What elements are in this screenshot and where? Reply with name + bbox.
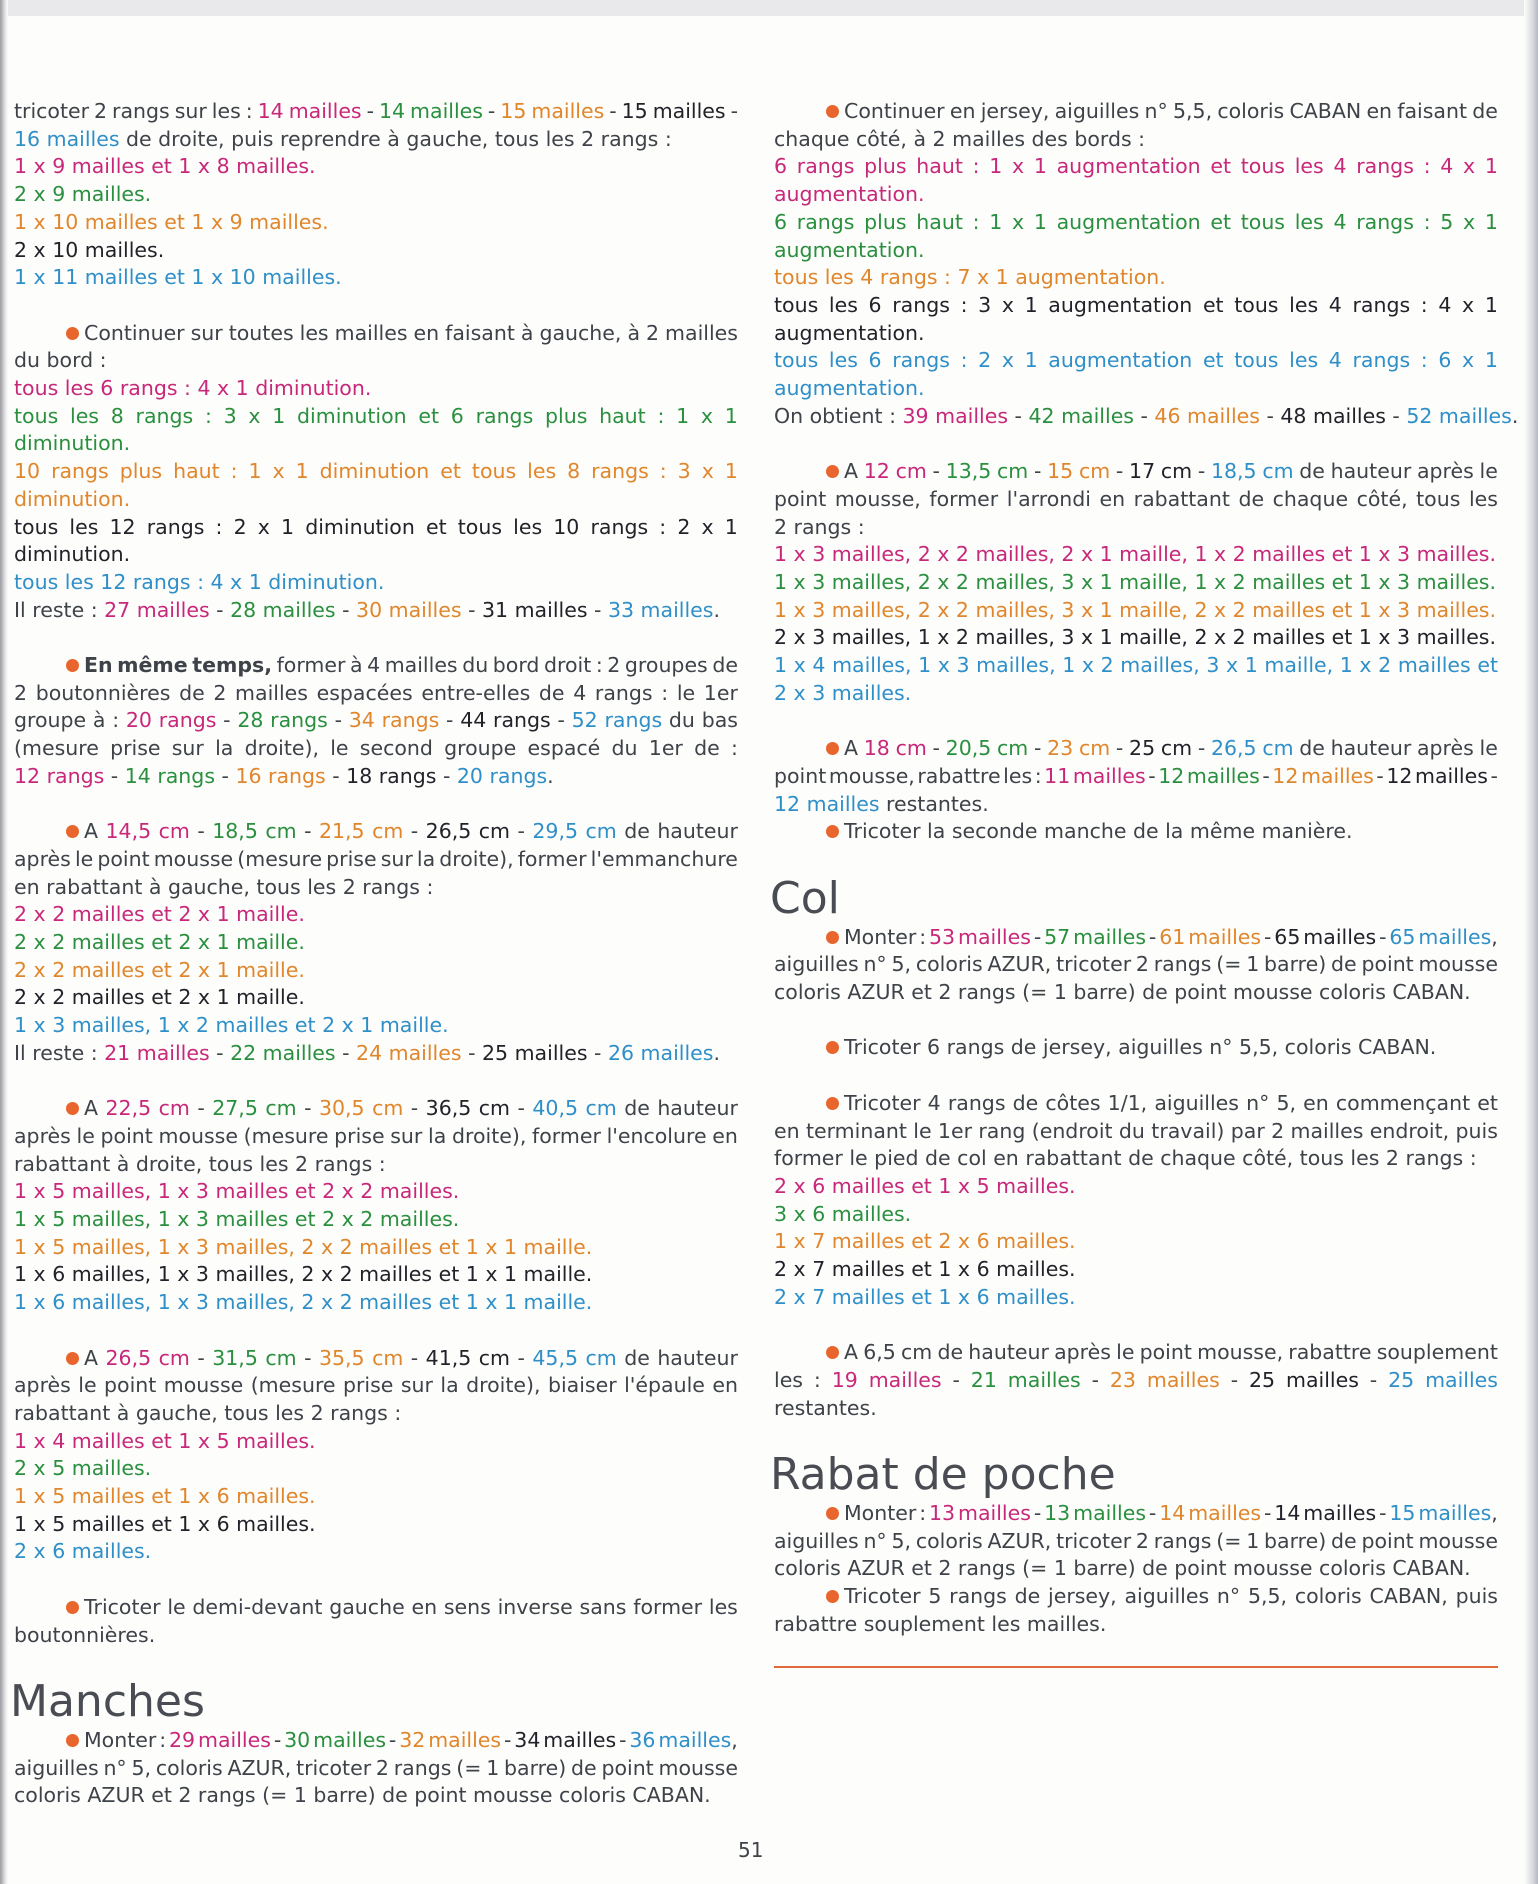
text-line: point mousse, rabattre les : 11 mailles - 12 mailles - 12 mailles - 12 mailles - xyxy=(774,763,1498,788)
instruction-paragraph xyxy=(14,1345,738,1567)
instruction-text: - xyxy=(335,1040,357,1065)
text-line: En même temps, former à 4 mailles du bord droit : 2 groupes de xyxy=(14,652,738,680)
instruction-paragraph xyxy=(774,1034,1498,1062)
text-line xyxy=(14,541,738,569)
text-line: aiguilles n° 5, coloris AZUR, tricoter 2 rangs (= 1 barre) de point mousse xyxy=(774,1528,1498,1553)
text-line xyxy=(14,1012,738,1040)
text-line xyxy=(14,430,738,458)
size-value: 1 x 5 mailles, 1 x 3 mailles, 2 x 2 mailles et 1 x 1 maille. xyxy=(14,1234,593,1259)
size-value: 1 x 3 mailles, 2 x 2 mailles, 2 x 1 maille, 1 x 2 mailles et 1 x 3 mailles. xyxy=(774,542,1497,567)
instruction-text: Tricoter la seconde manche de la même manière. xyxy=(844,819,1353,844)
size-value: augmentation. xyxy=(774,376,925,401)
size-value: 1 x 3 mailles, 2 x 2 mailles, 3 x 1 maille, 2 x 2 mailles et 1 x 3 mailles. xyxy=(774,597,1497,622)
text-line xyxy=(774,237,1498,265)
instruction-text: - xyxy=(209,1040,231,1065)
instruction-text: rabattre souplement les mailles. xyxy=(774,1611,1107,1636)
size-value: 16 rangs xyxy=(235,763,326,788)
size-value: 39 mailles xyxy=(902,403,1009,428)
text-line: 6 rangs plus haut : 1 x 1 augmentation et tous les 4 rangs : 5 x 1 xyxy=(774,209,1498,234)
text-line: Tricoter 4 rangs de côtes 1/1, aiguilles n° 5, en commençant et xyxy=(774,1090,1498,1118)
text-line xyxy=(774,1256,1498,1284)
size-value: 1 x 4 mailles et 1 x 5 mailles. xyxy=(14,1428,316,1453)
text-line xyxy=(14,347,738,375)
text-line xyxy=(14,375,738,403)
size-value: tous les 4 rangs : 7 x 1 augmentation. xyxy=(774,265,1166,290)
size-value: 1 x 5 mailles, 1 x 3 mailles et 2 x 2 mailles. xyxy=(14,1207,460,1232)
size-value: 1 x 6 mailles, 1 x 3 mailles, 2 x 2 mailles et 1 x 1 maille. xyxy=(14,1262,593,1287)
size-value: 2 x 10 mailles. xyxy=(14,237,165,262)
text-line xyxy=(774,1611,1498,1639)
text-line xyxy=(14,1622,738,1650)
text-line xyxy=(14,1289,738,1317)
text-line xyxy=(774,1228,1498,1256)
size-value: 1 x 5 mailles et 1 x 6 mailles. xyxy=(14,1484,316,1509)
text-line: A 6,5 cm de hauteur après le point mousse, rabattre souplement xyxy=(774,1339,1498,1367)
size-value: 2 x 2 mailles et 2 x 1 maille. xyxy=(14,985,305,1010)
instruction-paragraph xyxy=(774,98,1519,430)
instruction-text: Tricoter 6 rangs de jersey, aiguilles n° 5,5, coloris CABAN. xyxy=(844,1035,1437,1060)
instruction-text: restantes. xyxy=(774,1395,877,1420)
instruction-text: - xyxy=(1008,403,1029,428)
text-line xyxy=(14,763,738,791)
instruction-paragraph xyxy=(774,1090,1498,1312)
bullet-dot-icon xyxy=(826,825,839,838)
text-line: Tricoter 5 rangs de jersey, aiguilles n° 5,5, coloris CABAN, puis xyxy=(774,1583,1498,1611)
instruction-text: - xyxy=(587,597,608,622)
instruction-text: rabattant à gauche, tous les 2 rangs : xyxy=(14,1400,402,1425)
bullet-dot-icon xyxy=(66,1734,79,1747)
text-line xyxy=(774,181,1498,209)
text-line xyxy=(774,126,1498,154)
instruction-text: chaque côté, à 2 mailles des bords : xyxy=(774,126,1146,151)
instruction-paragraph xyxy=(774,735,1498,846)
text-line: A 22,5 cm - 27,5 cm - 30,5 cm - 36,5 cm - 40,5 cm de hauteur xyxy=(14,1095,738,1123)
left-column xyxy=(10,98,738,1838)
text-line xyxy=(774,979,1498,1007)
size-value: 1 x 7 mailles et 2 x 6 mailles. xyxy=(774,1229,1076,1254)
instruction-text: du bord : xyxy=(14,348,107,373)
right-column xyxy=(770,98,1519,1668)
text-line: Monter : 53 mailles - 57 mailles - 61 mailles - 65 mailles - 65 mailles, xyxy=(774,924,1498,952)
instruction-text: coloris AZUR et 2 rangs (= 1 barre) de point mousse coloris CABAN. xyxy=(14,1783,711,1808)
size-value: 20 rangs xyxy=(456,763,548,788)
text-line xyxy=(14,929,738,957)
section-end-rule xyxy=(774,1666,1498,1668)
instruction-paragraph xyxy=(14,1727,738,1810)
size-value: diminution. xyxy=(14,431,131,456)
instruction-text: restantes. xyxy=(879,791,989,816)
text-line: Tricoter le demi-devant gauche en sens inverse sans former les xyxy=(14,1594,738,1622)
instruction-text: - xyxy=(436,763,457,788)
instruction-paragraph xyxy=(14,1594,738,1649)
size-value: 2 x 6 mailles et 1 x 5 mailles. xyxy=(774,1173,1076,1198)
text-line: groupe à : 20 rangs - 28 rangs - 34 rangs - 44 rangs - 52 rangs du bas xyxy=(14,708,738,733)
instruction-text: coloris AZUR et 2 rangs (= 1 barre) de point mousse coloris CABAN. xyxy=(774,1556,1471,1581)
size-value: 3 x 6 mailles. xyxy=(774,1201,912,1226)
text-line: 2 boutonnières de 2 mailles espacées entre-elles de 4 rangs : le 1er xyxy=(14,680,738,705)
text-line: Continuer en jersey, aiguilles n° 5,5, coloris CABAN en faisant de xyxy=(774,98,1498,126)
text-line xyxy=(14,901,738,929)
bullet-dot-icon xyxy=(826,1041,839,1054)
instruction-paragraph xyxy=(14,818,738,1067)
size-value: 22 mailles xyxy=(230,1040,336,1065)
text-line xyxy=(774,1145,1498,1173)
text-line xyxy=(774,541,1498,569)
text-line xyxy=(774,791,1498,819)
bullet-dot-icon xyxy=(826,465,839,478)
text-line xyxy=(774,1201,1498,1229)
text-line xyxy=(14,181,738,209)
size-value: augmentation. xyxy=(774,237,925,262)
size-value: 48 mailles xyxy=(1280,403,1386,428)
text-line: Monter : 13 mailles - 13 mailles - 14 mailles - 14 mailles - 15 mailles, xyxy=(774,1500,1498,1528)
instruction-text: . xyxy=(713,1040,720,1065)
bullet-dot-icon xyxy=(66,659,79,672)
instruction-text: . xyxy=(547,763,554,788)
text-line: en terminant le 1er rang (endroit du travail) par 2 mailles endroit, puis xyxy=(774,1118,1498,1143)
size-value: 27 mailles xyxy=(104,597,210,622)
instruction-text: rabattant à droite, tous les 2 rangs : xyxy=(14,1151,386,1176)
instruction-text: coloris AZUR et 2 rangs (= 1 barre) de point mousse coloris CABAN. xyxy=(774,980,1471,1005)
text-line xyxy=(14,1455,738,1483)
text-line xyxy=(774,375,1498,403)
size-value: 2 x 2 mailles et 2 x 1 maille. xyxy=(14,957,305,982)
instruction-text: - xyxy=(325,763,347,788)
size-value: 30 mailles xyxy=(356,597,462,622)
instruction-paragraph xyxy=(774,924,1498,1007)
bullet-dot-icon xyxy=(826,1590,839,1603)
text-line: (mesure prise sur la droite), le second groupe espacé du 1er de : xyxy=(14,736,738,761)
text-line: 6 rangs plus haut : 1 x 1 augmentation et tous les 4 rangs : 4 x 1 xyxy=(774,154,1498,179)
text-line xyxy=(14,486,738,514)
size-value: 42 mailles xyxy=(1028,403,1134,428)
text-line: Monter : 29 mailles - 30 mailles - 32 mailles - 34 mailles - 36 mailles, xyxy=(14,1727,738,1755)
size-value: 2 x 5 mailles. xyxy=(14,1456,152,1481)
size-value: 1 x 10 mailles et 1 x 9 mailles. xyxy=(14,209,329,234)
text-line xyxy=(14,264,738,292)
size-value: diminution. xyxy=(14,542,131,567)
text-line xyxy=(774,514,1498,542)
text-line xyxy=(774,264,1498,292)
bullet-dot-icon xyxy=(66,1601,79,1614)
text-line xyxy=(14,1400,738,1428)
size-value: 1 x 6 mailles, 1 x 3 mailles, 2 x 2 mailles et 1 x 1 maille. xyxy=(14,1290,593,1315)
size-value: 2 x 9 mailles. xyxy=(14,182,152,207)
text-line xyxy=(14,1782,738,1810)
size-value: 12 rangs xyxy=(14,763,105,788)
size-value: 28 mailles xyxy=(230,597,336,622)
text-line: tous les 6 rangs : 2 x 1 augmentation et tous les 4 rangs : 6 x 1 xyxy=(774,348,1498,373)
instruction-text: Il reste : xyxy=(14,597,105,622)
size-value: 21 mailles xyxy=(104,1040,210,1065)
size-value: 2 x 7 mailles et 1 x 6 mailles. xyxy=(774,1284,1076,1309)
bullet-dot-icon xyxy=(826,105,839,118)
size-value: 24 mailles xyxy=(356,1040,462,1065)
text-line xyxy=(14,1511,738,1539)
instruction-text: . xyxy=(713,597,720,622)
text-line: A 26,5 cm - 31,5 cm - 35,5 cm - 41,5 cm - 45,5 cm de hauteur xyxy=(14,1345,738,1373)
size-value: 1 x 11 mailles et 1 x 10 mailles. xyxy=(14,265,342,290)
text-line xyxy=(14,1178,738,1206)
bullet-dot-icon xyxy=(826,1346,839,1359)
text-line xyxy=(14,957,738,985)
text-line: A 18 cm - 20,5 cm - 23 cm - 25 cm - 26,5 cm de hauteur après le xyxy=(774,735,1498,763)
instruction-text: en rabattant à gauche, tous les 2 rangs : xyxy=(14,874,434,899)
size-value: 33 mailles xyxy=(607,597,714,622)
text-line xyxy=(774,569,1498,597)
text-line xyxy=(14,569,738,597)
bullet-dot-icon xyxy=(66,825,79,838)
text-line xyxy=(774,680,1498,708)
text-line xyxy=(14,984,738,1012)
size-value: 1 x 3 mailles, 1 x 2 mailles et 2 x 1 maille. xyxy=(14,1013,449,1038)
text-line xyxy=(774,597,1498,625)
size-value: 14 rangs xyxy=(124,763,215,788)
instruction-text: boutonnières. xyxy=(14,1622,156,1647)
instruction-text: - xyxy=(587,1040,608,1065)
text-line: 10 rangs plus haut : 1 x 1 diminution et tous les 8 rangs : 3 x 1 xyxy=(14,459,738,484)
bullet-dot-icon xyxy=(826,1097,839,1110)
text-line: aiguilles n° 5, coloris AZUR, tricoter 2 rangs (= 1 barre) de point mousse xyxy=(774,952,1498,977)
instruction-text: de droite, puis reprendre à gauche, tous les 2 rangs : xyxy=(119,126,672,151)
instruction-paragraph xyxy=(774,1339,1498,1422)
text-line xyxy=(14,597,738,625)
bullet-dot-icon xyxy=(66,1352,79,1365)
size-value: 1 x 3 mailles, 2 x 2 mailles, 3 x 1 maille, 1 x 2 mailles et 1 x 3 mailles. xyxy=(774,569,1497,594)
text-line xyxy=(14,153,738,181)
scan-top-strip xyxy=(0,0,1538,16)
instruction-text: . xyxy=(1511,403,1519,428)
instruction-text: - xyxy=(335,597,357,622)
size-value: augmentation. xyxy=(774,320,925,345)
instruction-text: - xyxy=(104,763,125,788)
instruction-text: - xyxy=(215,763,236,788)
page-number: 51 xyxy=(738,1838,764,1862)
text-line: après le point mousse (mesure prise sur la droite), former l'emmanchure xyxy=(14,846,738,871)
text-line: 1 x 4 mailles, 1 x 3 mailles, 1 x 2 mailles, 3 x 1 maille, 1 x 2 mailles et xyxy=(774,653,1498,678)
size-value: 2 x 2 mailles et 2 x 1 maille. xyxy=(14,902,305,927)
instruction-paragraph xyxy=(14,98,738,292)
text-line xyxy=(14,874,738,902)
text-line xyxy=(774,818,1498,846)
text-line xyxy=(14,1234,738,1262)
size-value: tous les 12 rangs : 4 x 1 diminution. xyxy=(14,569,385,594)
instruction-text: 2 rangs : xyxy=(774,514,865,539)
size-value: 2 x 7 mailles et 1 x 6 mailles. xyxy=(774,1257,1076,1282)
instruction-text: former le pied de col en rabattant de chaque côté, tous les 2 rangs : xyxy=(774,1146,1477,1171)
bullet-dot-icon xyxy=(826,1507,839,1520)
bullet-dot-icon xyxy=(66,327,79,340)
instruction-text: - xyxy=(209,597,231,622)
text-line: après le point mousse (mesure prise sur la droite), biaiser l'épaule en xyxy=(14,1373,738,1398)
size-value: 18 rangs xyxy=(346,763,437,788)
bullet-dot-icon xyxy=(826,931,839,944)
text-line xyxy=(14,1483,738,1511)
instruction-paragraph xyxy=(14,1095,738,1317)
bullet-dot-icon xyxy=(826,742,839,755)
bullet-dot-icon xyxy=(66,1102,79,1115)
size-value: augmentation. xyxy=(774,182,925,207)
size-value: 12 mailles xyxy=(774,791,880,816)
scan-left-edge xyxy=(0,0,8,1884)
size-value: 16 mailles xyxy=(14,126,120,151)
text-line: tricoter 2 rangs sur les : 14 mailles - 14 mailles - 15 mailles - 15 mailles - xyxy=(14,99,738,123)
text-line: A 12 cm - 13,5 cm - 15 cm - 17 cm - 18,5 cm de hauteur après le xyxy=(774,458,1498,486)
text-line xyxy=(774,1284,1498,1312)
text-line xyxy=(14,126,738,154)
text-line xyxy=(774,1555,1498,1583)
instruction-paragraph xyxy=(774,458,1498,707)
text-line xyxy=(14,1151,738,1179)
instruction-text: On obtient : xyxy=(774,403,903,428)
text-line xyxy=(14,237,738,265)
text-line xyxy=(14,1040,738,1068)
size-value: diminution. xyxy=(14,486,131,511)
text-line xyxy=(774,320,1498,348)
text-line: Continuer sur toutes les mailles en faisant à gauche, à 2 mailles xyxy=(14,320,738,348)
text-line xyxy=(14,209,738,237)
text-line: les : 19 mailles - 21 mailles - 23 mailles - 25 mailles - 25 mailles xyxy=(774,1367,1498,1392)
scan-right-edge xyxy=(1524,0,1538,1884)
text-line: aiguilles n° 5, coloris AZUR, tricoter 2 rangs (= 1 barre) de point mousse xyxy=(14,1755,738,1780)
instruction-text: - xyxy=(461,597,482,622)
text-line xyxy=(774,1395,1498,1423)
section-heading: Manches xyxy=(10,1675,205,1727)
instruction-text: - xyxy=(1259,403,1281,428)
text-line xyxy=(14,1538,738,1566)
instruction-text: Il reste : xyxy=(14,1040,105,1065)
text-line xyxy=(14,1428,738,1456)
instruction-paragraph xyxy=(774,1500,1498,1639)
text-line xyxy=(774,403,1519,431)
size-value: 25 mailles xyxy=(481,1040,588,1065)
instruction-paragraph xyxy=(14,320,738,625)
instruction-text: - xyxy=(461,1040,482,1065)
size-value: 2 x 6 mailles. xyxy=(14,1539,152,1564)
section-heading: Col xyxy=(770,872,840,924)
text-line xyxy=(774,624,1498,652)
size-value: 52 mailles xyxy=(1406,403,1512,428)
text-line: tous les 8 rangs : 3 x 1 diminution et 6 rangs plus haut : 1 x 1 xyxy=(14,403,738,428)
instruction-text: - xyxy=(1133,403,1155,428)
text-line xyxy=(14,1206,738,1234)
size-value: 2 x 3 mailles. xyxy=(774,680,912,705)
size-value: 1 x 5 mailles et 1 x 6 mailles. xyxy=(14,1511,316,1536)
size-value: 31 mailles xyxy=(481,597,588,622)
size-value: 2 x 2 mailles et 2 x 1 maille. xyxy=(14,930,305,955)
text-line: A 14,5 cm - 18,5 cm - 21,5 cm - 26,5 cm - 29,5 cm de hauteur xyxy=(14,818,738,846)
size-value: 26 mailles xyxy=(607,1040,714,1065)
text-line: point mousse, former l'arrondi en rabattant de chaque côté, tous les xyxy=(774,486,1498,511)
section-heading: Rabat de poche xyxy=(770,1448,1116,1500)
instruction-text: - xyxy=(1385,403,1407,428)
size-value: 1 x 5 mailles, 1 x 3 mailles et 2 x 2 mailles. xyxy=(14,1179,460,1204)
instruction-paragraph xyxy=(14,652,738,791)
text-line: tous les 6 rangs : 3 x 1 augmentation et tous les 4 rangs : 4 x 1 xyxy=(774,292,1498,317)
size-value: tous les 6 rangs : 4 x 1 diminution. xyxy=(14,376,372,401)
text-line: après le point mousse (mesure prise sur la droite), former l'encolure en xyxy=(14,1123,738,1148)
size-value: 1 x 9 mailles et 1 x 8 mailles. xyxy=(14,154,316,179)
text-line xyxy=(774,1034,1498,1062)
size-value: 46 mailles xyxy=(1154,403,1260,428)
text-line xyxy=(774,1173,1498,1201)
text-line: tous les 12 rangs : 2 x 1 diminution et tous les 10 rangs : 2 x 1 xyxy=(14,514,738,539)
size-value: 2 x 3 mailles, 1 x 2 mailles, 3 x 1 maille, 2 x 2 mailles et 1 x 3 mailles. xyxy=(774,625,1497,650)
text-line xyxy=(14,1261,738,1289)
